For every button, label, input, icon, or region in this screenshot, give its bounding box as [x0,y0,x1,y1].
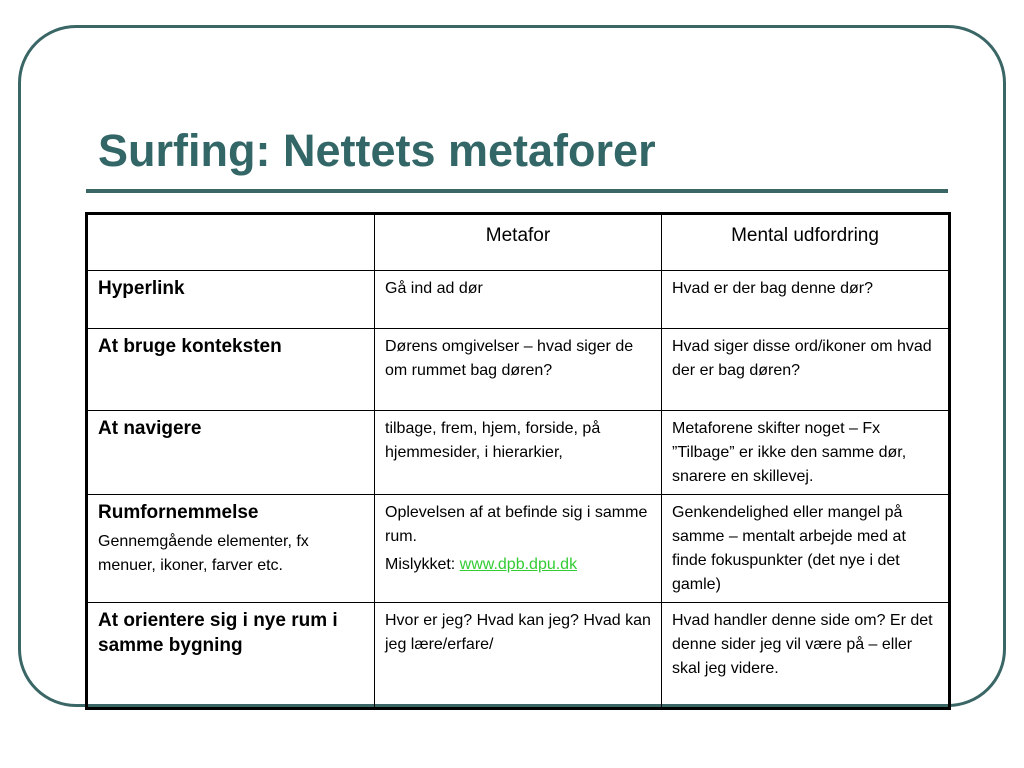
header-metafor: Metafor [375,214,662,271]
row-sublabel: Gennemgående elementer, fx menuer, ikoner, farver etc. [98,532,309,574]
metafor-cell: Hvor er jeg? Hvad kan jeg? Hvad kan jeg lære/erfare/ [375,603,662,709]
udfordring-cell: Hvad er der bag denne dør? [662,271,950,329]
title-divider [86,189,948,193]
udfordring-cell: Metaforene skifter noget – Fx ”Tilbage” er ikke den samme dør, snarere en skillevej. [662,411,950,495]
row-label: At navigere [87,411,375,495]
table-row [87,495,950,603]
row-label-cell [87,495,375,603]
udfordring-cell: Hvad handler denne side om? Er det denne sider jeg vil være på – eller skal jeg videre. [662,603,950,709]
udfordring-cell: Genkendelighed eller mangel på samme – mentalt arbejde med at finde fokuspunkter (det nye i det gamle) [662,495,950,603]
header-mental-udfordring: Mental udfordring [662,214,950,271]
metafor-cell: Dørens omgivelser – hvad siger de om rummet bag døren? [375,329,662,411]
row-label: Rumfornemmelse [98,502,259,523]
metafor-cell [375,495,662,603]
metafor-text: Oplevelsen af at befinde sig i samme rum. [385,504,648,545]
table-row [87,329,950,411]
metafor-cell: Gå ind ad dør [375,271,662,329]
mislykket-label: Mislykket: [385,556,460,573]
metafor-cell: tilbage, frem, hjem, forside, på hjemmesider, i hierarkier, [375,411,662,495]
table-row [87,603,950,709]
table-row [87,271,950,329]
table-row [87,411,950,495]
udfordring-cell: Hvad siger disse ord/ikoner om hvad der er bag døren? [662,329,950,411]
dpb-link[interactable]: www.dpb.dpu.dk [459,556,578,573]
header-empty [87,214,375,271]
row-label: At orientere sig i nye rum i samme bygning [87,603,375,709]
row-label: At bruge konteksten [87,329,375,411]
metafor-extra [385,553,651,577]
row-label: Hyperlink [87,271,375,329]
slide-title: Surfing: Nettets metaforer [98,125,656,176]
table-header-row [87,214,950,271]
metaphor-table [85,212,951,710]
